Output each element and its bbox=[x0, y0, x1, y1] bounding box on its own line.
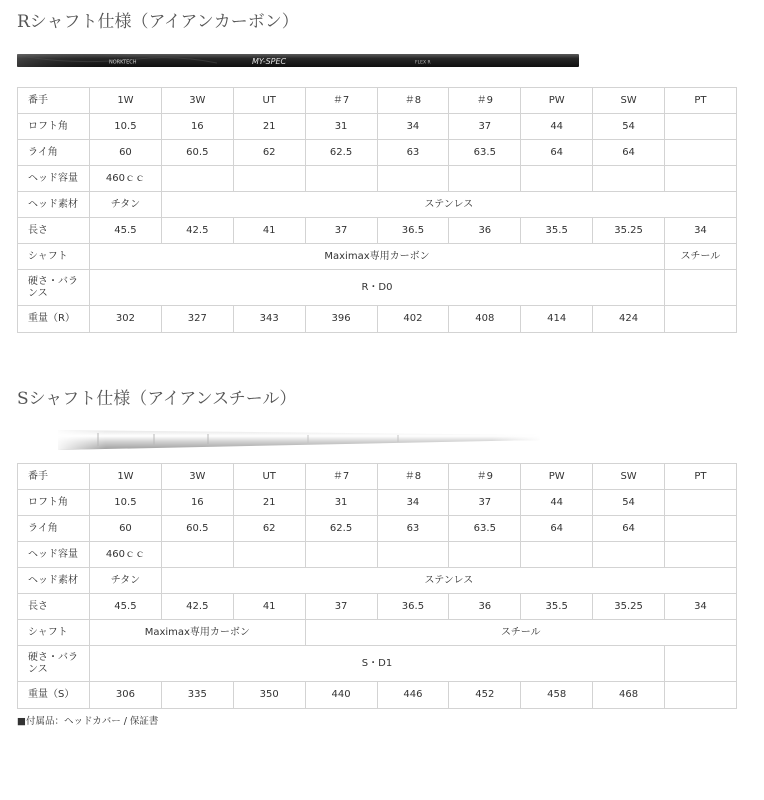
cell-loft bbox=[665, 490, 737, 516]
cell-head-volume-label: ヘッド容量 bbox=[18, 166, 90, 192]
cell-weight: 396 bbox=[305, 306, 377, 333]
table-row-loft bbox=[18, 490, 737, 516]
cell-length: 42.5 bbox=[161, 594, 233, 620]
cell-empty bbox=[233, 542, 305, 568]
cell-empty bbox=[377, 166, 449, 192]
cell-loft: 10.5 bbox=[90, 114, 162, 140]
table-row-loft bbox=[18, 114, 737, 140]
spec-table-r bbox=[17, 87, 737, 333]
cell-length: 41 bbox=[233, 218, 305, 244]
cell-weight: 452 bbox=[449, 682, 521, 709]
cell-empty bbox=[593, 166, 665, 192]
cell-head-material-wood: チタン bbox=[90, 192, 162, 218]
cell-loft: 21 bbox=[233, 490, 305, 516]
cell-head-material-label: ヘッド素材 bbox=[18, 568, 90, 594]
cell-lie: 62 bbox=[233, 516, 305, 542]
cell-loft: 37 bbox=[449, 114, 521, 140]
cell-loft: 31 bbox=[305, 490, 377, 516]
table-row-header bbox=[18, 88, 737, 114]
cell-7: ＃7 bbox=[305, 464, 377, 490]
cell-empty bbox=[449, 542, 521, 568]
cell-pt: PT bbox=[665, 464, 737, 490]
cell-weight: 440 bbox=[305, 682, 377, 709]
cell-empty bbox=[521, 542, 593, 568]
cell-length: 41 bbox=[233, 594, 305, 620]
cell-loft: 21 bbox=[233, 114, 305, 140]
cell-ut: UT bbox=[233, 88, 305, 114]
cell-lie: 64 bbox=[593, 516, 665, 542]
cell-loft: 10.5 bbox=[90, 490, 162, 516]
cell-lie: 64 bbox=[593, 140, 665, 166]
cell-lie: 62 bbox=[233, 140, 305, 166]
cell-length: 36.5 bbox=[377, 594, 449, 620]
cell-loft-label: ロフト角 bbox=[18, 490, 90, 516]
cell-length: 34 bbox=[665, 218, 737, 244]
cell-pt: PT bbox=[665, 88, 737, 114]
cell-length-label: 長さ bbox=[18, 594, 90, 620]
cell-3w: 3W bbox=[161, 464, 233, 490]
shaft-model-text: MY-SPEC bbox=[252, 57, 287, 66]
cell-loft bbox=[665, 114, 737, 140]
cell-weight: 302 bbox=[90, 306, 162, 333]
cell-head-material-iron: ステンレス bbox=[161, 192, 736, 218]
cell-empty bbox=[593, 542, 665, 568]
cell-length: 35.5 bbox=[521, 594, 593, 620]
cell-loft: 44 bbox=[521, 114, 593, 140]
cell-weight: 424 bbox=[593, 306, 665, 333]
cell-empty bbox=[665, 542, 737, 568]
table-row-flex-balance bbox=[18, 646, 737, 682]
cell-flex-balance: S・D1 bbox=[90, 646, 665, 682]
cell-loft: 34 bbox=[377, 114, 449, 140]
cell-head-volume: 460ｃｃ bbox=[90, 542, 162, 568]
cell-length: 36 bbox=[449, 594, 521, 620]
cell-shaft-label: シャフト bbox=[18, 244, 90, 270]
cell-length: 36.5 bbox=[377, 218, 449, 244]
cell-sw: SW bbox=[593, 464, 665, 490]
shaft-flex-text: FLEX R bbox=[415, 60, 431, 66]
cell-lie: 64 bbox=[521, 140, 593, 166]
cell-empty bbox=[377, 542, 449, 568]
cell-header-label: 番手 bbox=[18, 464, 90, 490]
cell-head-material-iron: ステンレス bbox=[161, 568, 736, 594]
carbon-shaft-image bbox=[17, 53, 581, 69]
table-row-weight bbox=[18, 306, 737, 333]
table-row-head-material bbox=[18, 192, 737, 218]
cell-lie: 60 bbox=[90, 516, 162, 542]
cell-flex-balance-label: 硬さ・バランス bbox=[18, 646, 90, 682]
cell-empty bbox=[665, 646, 737, 682]
cell-loft: 31 bbox=[305, 114, 377, 140]
steel-shaft-image bbox=[58, 424, 542, 454]
cell-flex-balance-label: 硬さ・バランス bbox=[18, 270, 90, 306]
cell-shaft-iron: スチール bbox=[305, 620, 736, 646]
cell-lie: 60.5 bbox=[161, 140, 233, 166]
cell-length: 45.5 bbox=[90, 594, 162, 620]
cell-weight: 335 bbox=[161, 682, 233, 709]
cell-empty bbox=[305, 166, 377, 192]
table-row-length bbox=[18, 594, 737, 620]
cell-head-material-wood: チタン bbox=[90, 568, 162, 594]
cell-empty bbox=[521, 166, 593, 192]
cell-empty bbox=[665, 166, 737, 192]
cell-weight-label: 重量（R） bbox=[18, 306, 90, 333]
cell-weight: 446 bbox=[377, 682, 449, 709]
cell-9: ＃9 bbox=[449, 464, 521, 490]
cell-weight-label: 重量（S） bbox=[18, 682, 90, 709]
cell-loft: 54 bbox=[593, 114, 665, 140]
table-row-shaft bbox=[18, 620, 737, 646]
cell-head-volume: 460ｃｃ bbox=[90, 166, 162, 192]
cell-lie: 62.5 bbox=[305, 140, 377, 166]
cell-lie: 63 bbox=[377, 140, 449, 166]
cell-weight bbox=[665, 306, 737, 333]
cell-8: ＃8 bbox=[377, 464, 449, 490]
cell-length: 37 bbox=[305, 594, 377, 620]
cell-lie: 63.5 bbox=[449, 140, 521, 166]
cell-length: 35.25 bbox=[593, 218, 665, 244]
shaft-brand-text: NORKTECH bbox=[109, 59, 137, 66]
table-row-head-material bbox=[18, 568, 737, 594]
cell-pw: PW bbox=[521, 88, 593, 114]
cell-weight bbox=[665, 682, 737, 709]
table-row-flex-balance bbox=[18, 270, 737, 306]
cell-loft: 34 bbox=[377, 490, 449, 516]
table-row-weight bbox=[18, 682, 737, 709]
cell-weight: 468 bbox=[593, 682, 665, 709]
cell-lie: 63.5 bbox=[449, 516, 521, 542]
cell-lie-label: ライ角 bbox=[18, 140, 90, 166]
table-row-head-volume bbox=[18, 542, 737, 568]
cell-sw: SW bbox=[593, 88, 665, 114]
cell-loft: 16 bbox=[161, 490, 233, 516]
table-row-length bbox=[18, 218, 737, 244]
cell-lie-label: ライ角 bbox=[18, 516, 90, 542]
spec-table-s bbox=[17, 463, 737, 709]
cell-head-material-label: ヘッド素材 bbox=[18, 192, 90, 218]
cell-length: 45.5 bbox=[90, 218, 162, 244]
cell-empty bbox=[233, 166, 305, 192]
cell-loft: 16 bbox=[161, 114, 233, 140]
cell-weight: 327 bbox=[161, 306, 233, 333]
cell-empty bbox=[305, 542, 377, 568]
cell-weight: 402 bbox=[377, 306, 449, 333]
table-row-shaft bbox=[18, 244, 737, 270]
cell-lie: 63 bbox=[377, 516, 449, 542]
cell-lie: 60.5 bbox=[161, 516, 233, 542]
cell-length: 34 bbox=[665, 594, 737, 620]
cell-weight: 350 bbox=[233, 682, 305, 709]
cell-length: 42.5 bbox=[161, 218, 233, 244]
cell-3w: 3W bbox=[161, 88, 233, 114]
cell-loft: 37 bbox=[449, 490, 521, 516]
cell-length-label: 長さ bbox=[18, 218, 90, 244]
cell-7: ＃7 bbox=[305, 88, 377, 114]
cell-length: 35.5 bbox=[521, 218, 593, 244]
cell-empty bbox=[161, 166, 233, 192]
cell-lie: 62.5 bbox=[305, 516, 377, 542]
cell-empty bbox=[161, 542, 233, 568]
cell-lie bbox=[665, 516, 737, 542]
cell-loft: 44 bbox=[521, 490, 593, 516]
cell-flex-balance: R・D0 bbox=[90, 270, 665, 306]
cell-1w: 1W bbox=[90, 464, 162, 490]
cell-shaft-clubs: Maximax専用カーボン bbox=[90, 244, 665, 270]
table-row-lie bbox=[18, 140, 737, 166]
cell-pw: PW bbox=[521, 464, 593, 490]
cell-loft: 54 bbox=[593, 490, 665, 516]
section-title-s: Sシャフト仕様（アイアンスチール） bbox=[17, 389, 297, 409]
accessories-note: ■付属品：ヘッドカバー / 保証書 bbox=[17, 716, 159, 727]
cell-head-volume-label: ヘッド容量 bbox=[18, 542, 90, 568]
cell-length: 36 bbox=[449, 218, 521, 244]
cell-shaft-putter: スチール bbox=[665, 244, 737, 270]
cell-1w: 1W bbox=[90, 88, 162, 114]
cell-lie: 60 bbox=[90, 140, 162, 166]
cell-length: 35.25 bbox=[593, 594, 665, 620]
cell-weight: 408 bbox=[449, 306, 521, 333]
table-row-header bbox=[18, 464, 737, 490]
cell-lie bbox=[665, 140, 737, 166]
cell-empty bbox=[665, 270, 737, 306]
cell-length: 37 bbox=[305, 218, 377, 244]
table-row-head-volume bbox=[18, 166, 737, 192]
cell-shaft-wood: Maximax専用カーボン bbox=[90, 620, 306, 646]
section-title-r: Rシャフト仕様（アイアンカーボン） bbox=[17, 12, 299, 32]
cell-loft-label: ロフト角 bbox=[18, 114, 90, 140]
cell-empty bbox=[449, 166, 521, 192]
cell-lie: 64 bbox=[521, 516, 593, 542]
cell-weight: 458 bbox=[521, 682, 593, 709]
cell-weight: 414 bbox=[521, 306, 593, 333]
cell-weight: 306 bbox=[90, 682, 162, 709]
cell-ut: UT bbox=[233, 464, 305, 490]
table-row-lie bbox=[18, 516, 737, 542]
cell-shaft-label: シャフト bbox=[18, 620, 90, 646]
cell-header-label: 番手 bbox=[18, 88, 90, 114]
cell-weight: 343 bbox=[233, 306, 305, 333]
cell-9: ＃9 bbox=[449, 88, 521, 114]
cell-8: ＃8 bbox=[377, 88, 449, 114]
